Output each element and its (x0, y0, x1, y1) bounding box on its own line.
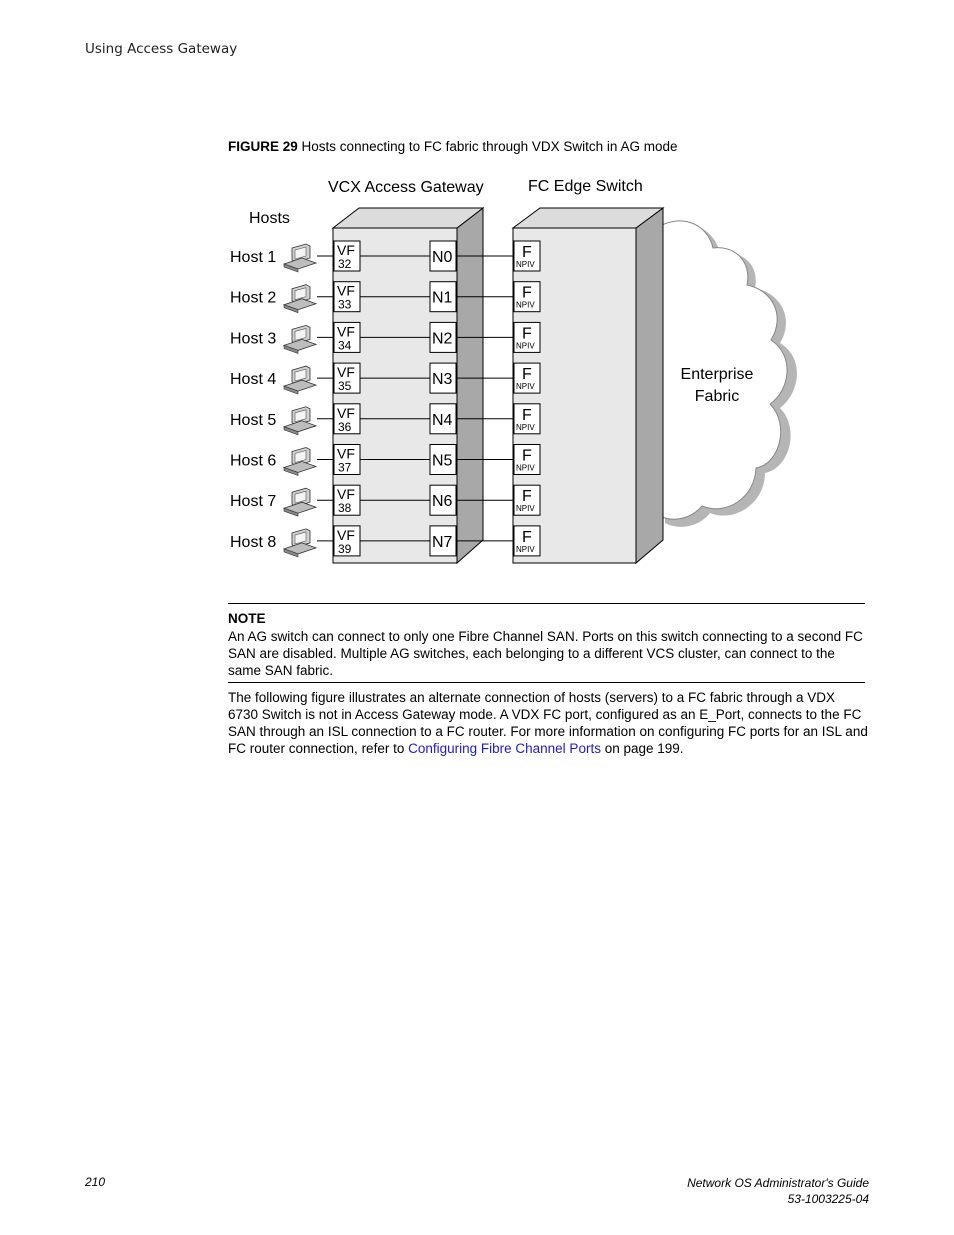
page-number: 210 (85, 1175, 106, 1189)
computer-icon (284, 488, 316, 516)
host-label: Host 8 (230, 533, 277, 551)
vf-port-number: 39 (338, 541, 352, 556)
fabric-label-line2: Fabric (694, 388, 740, 405)
body-text-before-link: The following figure illustrates an alternate connection of hosts (servers) to a FC fabric through a VDX 6730 Switch is not in Access Gateway mode. A VDX FC port, configured as an E_Port, connects to the FC SAN through an ISL connection to a FC router. For more information on configuring FC ports for an ISL and FC router connection, refer to (228, 690, 868, 756)
vf-port-label: VF (337, 282, 355, 299)
vf-port-label: VF (337, 364, 355, 381)
host-label: Host 5 (230, 411, 277, 429)
n-port-label: N4 (432, 411, 453, 429)
footer-doc-info (687, 1175, 869, 1207)
fc-edge-title: FC Edge Switch (528, 178, 643, 195)
n-port-label: N7 (432, 533, 453, 551)
npiv-label: NPIV (516, 463, 535, 473)
f-port-label: F (522, 366, 532, 384)
computer-icon (284, 529, 316, 557)
vf-port-number: 32 (338, 257, 352, 271)
host-label: Host 6 (230, 452, 277, 470)
f-port-label: F (522, 244, 532, 261)
f-port-label: F (522, 528, 532, 546)
host-label: Host 2 (230, 289, 277, 307)
host-label: Host 7 (230, 493, 277, 511)
npiv-label: NPIV (516, 504, 535, 514)
n-port-label: N0 (432, 249, 453, 266)
body-text-after-link: on page 199. (600, 741, 684, 756)
note-rule-top (228, 603, 865, 604)
n-port-label: N6 (432, 493, 453, 511)
npiv-label: NPIV (516, 260, 535, 269)
n-port-label: N2 (432, 330, 453, 348)
note-text: An AG switch can connect to only one Fibre Channel SAN. Ports on this switch connecting to a second FC SAN are disabled. Multiple AG switches, each belonging to a different VCS cluster, can connect to the same SAN fabric. (228, 629, 863, 678)
computer-icon (284, 244, 316, 272)
figure-caption-text: Hosts connecting to FC fabric through VDX Switch in AG mode (301, 139, 678, 154)
f-port-label: F (522, 447, 532, 465)
vf-port-number: 38 (338, 501, 352, 516)
computer-icon (284, 366, 316, 394)
n-port-label: N1 (432, 289, 453, 307)
vf-port-label: VF (337, 242, 355, 258)
computer-icon (284, 325, 316, 353)
computer-icon (284, 407, 316, 435)
vf-port-label: VF (337, 526, 355, 543)
npiv-label: NPIV (516, 300, 535, 310)
network-diagram (220, 168, 810, 573)
figure-label: FIGURE 29 (228, 139, 298, 154)
vf-port-number: 37 (338, 460, 352, 475)
hosts-title: Hosts (249, 210, 290, 227)
host-label: Host 3 (230, 330, 277, 348)
npiv-label: NPIV (516, 544, 535, 554)
vf-port-label: VF (337, 486, 355, 503)
npiv-label: NPIV (516, 341, 535, 351)
body-paragraph (228, 689, 868, 757)
footer-doc-title: Network OS Administrator's Guide (687, 1176, 869, 1190)
vcx-title: VCX Access Gateway (328, 179, 484, 196)
host-label: Host 1 (230, 249, 277, 266)
npiv-label: NPIV (516, 382, 535, 392)
n-port-label: N3 (432, 371, 453, 389)
vf-port-label: VF (337, 445, 355, 462)
vf-port-label: VF (337, 323, 355, 340)
fabric-label-line1: Enterprise (680, 366, 754, 383)
note-title: NOTE (228, 611, 266, 626)
n-port-label: N5 (432, 452, 453, 470)
vf-port-number: 33 (338, 297, 352, 312)
computer-icon (284, 448, 316, 476)
vf-port-number: 34 (338, 338, 352, 353)
f-port-label: F (522, 284, 532, 302)
vf-port-number: 36 (338, 419, 352, 434)
f-port-label: F (522, 406, 532, 424)
vf-port-label: VF (337, 404, 355, 421)
note-rule-bottom (228, 682, 865, 683)
f-port-label: F (522, 325, 532, 343)
running-header: Using Access Gateway (85, 41, 238, 57)
npiv-label: NPIV (516, 422, 535, 432)
host-label: Host 4 (230, 371, 277, 389)
figure-caption (228, 139, 677, 154)
computer-icon (284, 285, 316, 313)
vf-port-number: 35 (338, 379, 352, 394)
configuring-fc-ports-link[interactable]: Configuring Fibre Channel Ports (408, 741, 601, 756)
footer-doc-number: 53-1003225-04 (787, 1192, 869, 1206)
f-port-label: F (522, 488, 532, 506)
